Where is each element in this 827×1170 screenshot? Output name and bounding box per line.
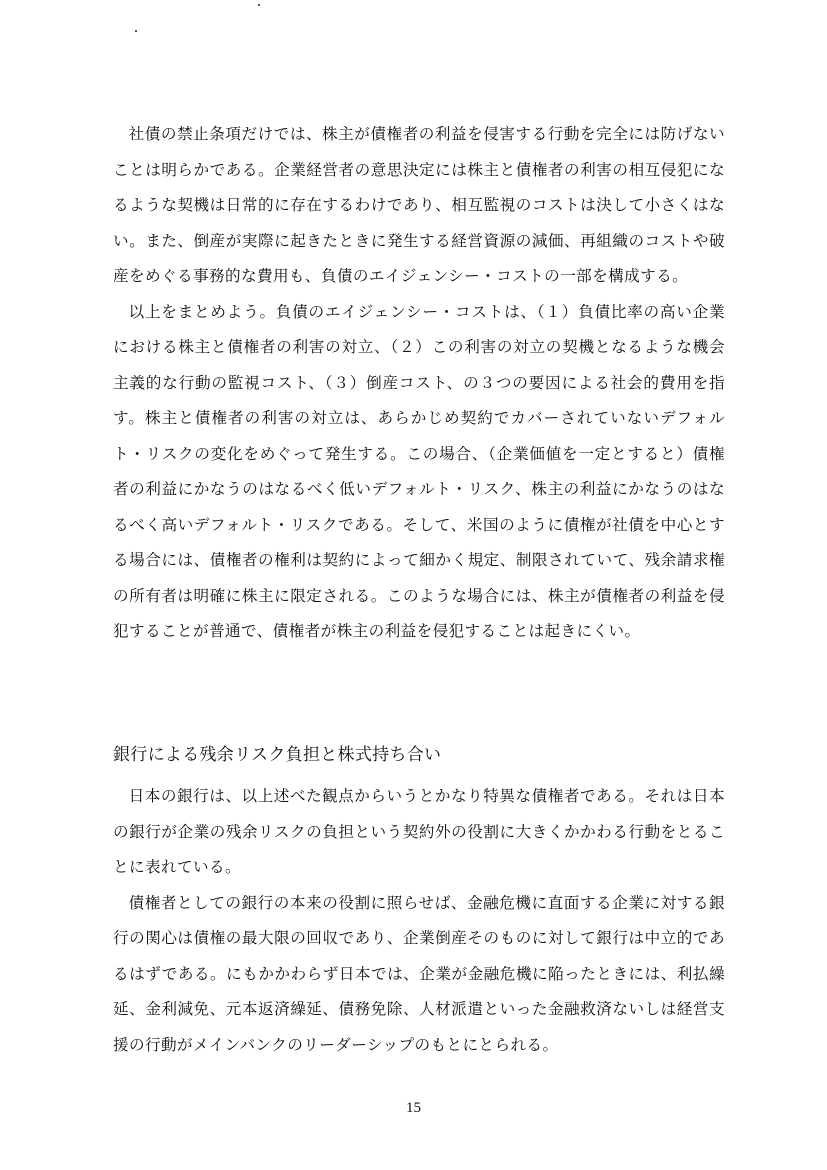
section-1-body [113,117,725,650]
paragraph: 日本の銀行は、以上述べた観点からいうとかなり特異な債権者である。それは日本の銀行が企業の残余リスクの負担という契約外の役割に大きくかかわる行動をとることに表れている。 [113,787,725,876]
scan-mark [258,4,260,6]
paragraph: 債権者としての銀行の本来の役割に照らせば、金融危機に直面する企業に対する銀行の関心は債権の最大限の回収であり、企業倒産そのものに対して銀行は中立的であるはずである。にもかかわらず日本では、企業が金融危機に陥ったときには、利払繰延、金利減免、元本返済繰延、債務免除、人材派遣といった金融救済ないしは経営支援の行動がメインバンクのリーダーシップのもとにとられる。 [113,893,725,1054]
paragraph: 以上をまとめよう。負債のエイジェンシー・コストは、（１）負債比率の高い企業における株主と債権者の利害の対立、（２）この利害の対立の契機となるような機会主義的な行動の監視コスト、（３）倒産コスト、の３つの要因による社会的費用を指す。株主と債権者の利害の対立は、あらかじめ契約でカバーされていないデフォルト・リスクの変化をめぐって発生する。この場合、（企業価値を一定とすると）債権者の利益にかなうのはなるべく低いデフォルト・リスク、株主の利益にかなうのはなるべく高いデフォルト・リスクである。そして、米国のように債権が社債を中心とする場合には、債権者の権利は契約によって細かく規定、制限されていて、残余請求権の所有者は明確に株主に限定される。このような場合には、株主が債権者の利益を侵犯することが普通で、債権者が株主の利益を侵犯することは起きにくい。 [113,302,725,640]
scan-mark [135,30,137,32]
page-number: 15 [406,1100,421,1116]
section-2-body [113,779,725,1063]
paragraph: 社債の禁止条項だけでは、株主が債権者の利益を侵害する行動を完全には防げないことは明らかである。企業経営者の意思決定には株主と債権者の利害の相互侵犯になるような契機は日常的に存在するわけであり、相互監視のコストは決して小さくはない。また、倒産が実際に起きたときに発生する経営資源の減価、再組織のコストや破産をめぐる事務的な費用も、負債のエイジェンシー・コストの一部を構成する。 [113,125,725,285]
section-heading: 銀行による残余リスク負担と株式持ち合い [113,745,442,765]
